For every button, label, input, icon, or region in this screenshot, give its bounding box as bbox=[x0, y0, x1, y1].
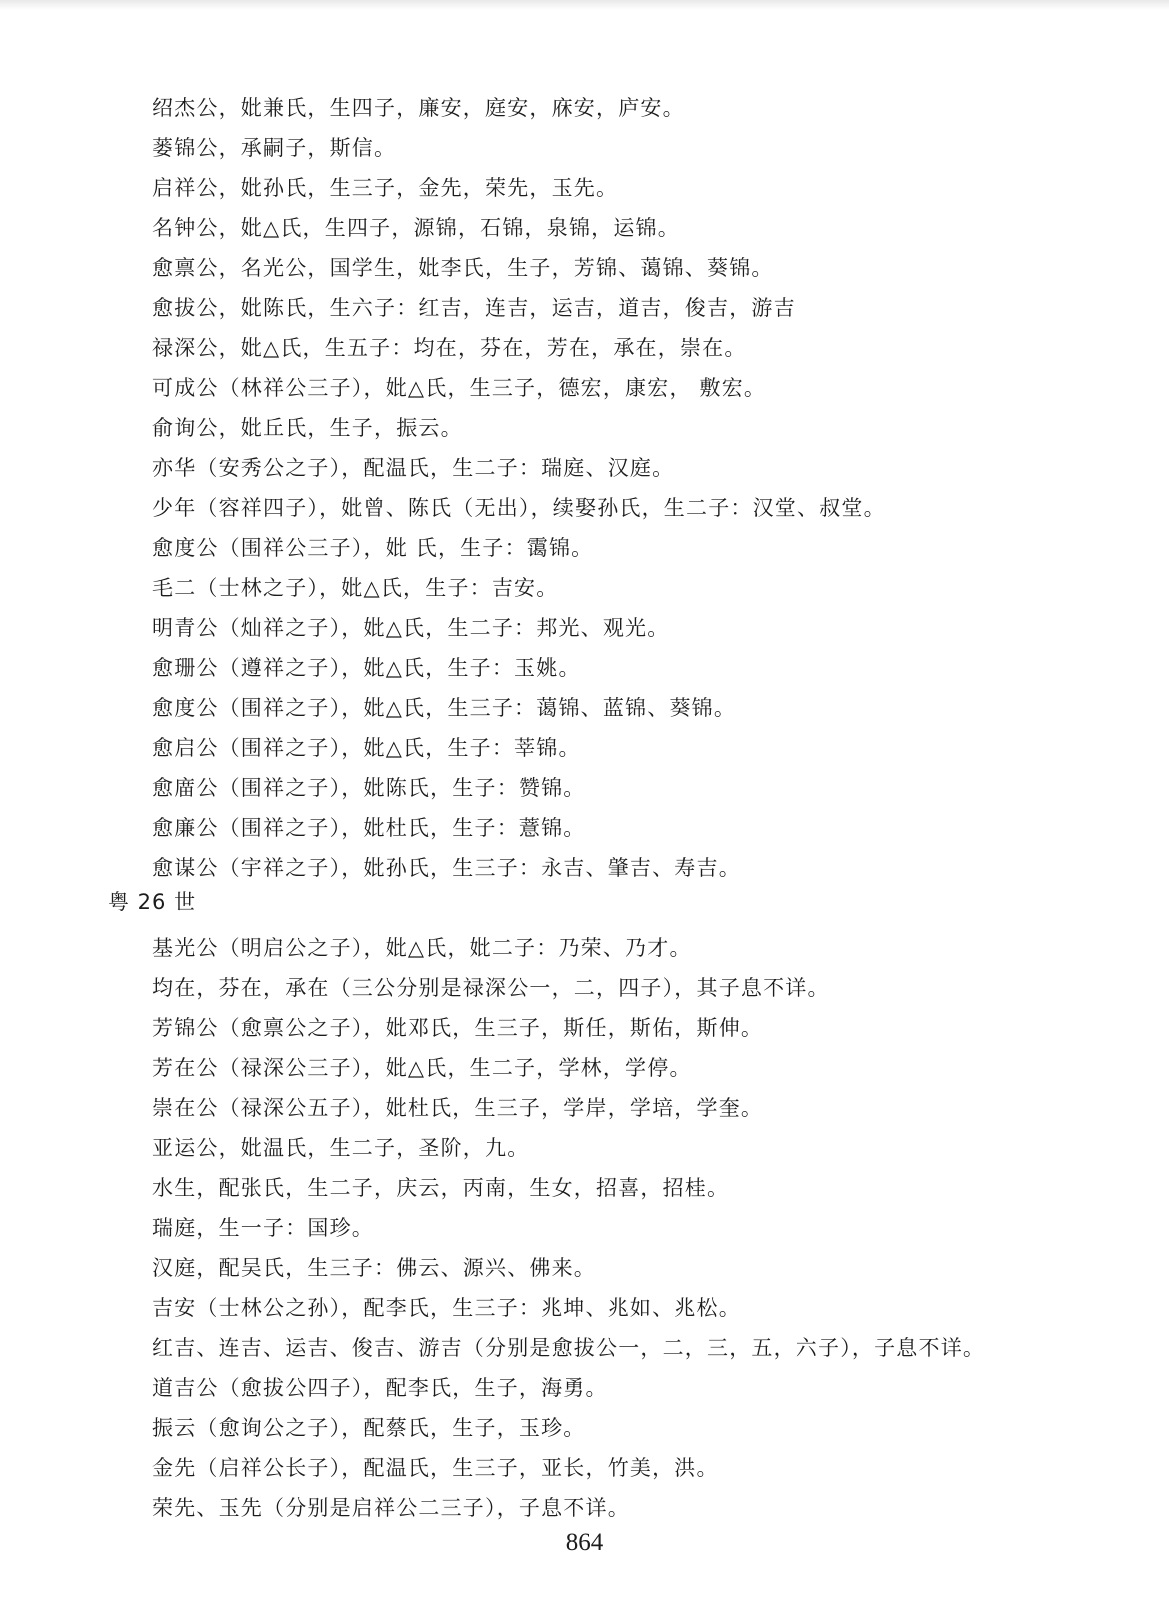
genealogy-entry: 愈廉公（围祥之子），妣杜氏，生子：薏锦。 bbox=[152, 816, 586, 840]
genealogy-entry: 蒌锦公，承嗣子，斯信。 bbox=[152, 136, 397, 160]
genealogy-entry: 瑞庭，生一子：国珍。 bbox=[152, 1216, 374, 1240]
genealogy-entry: 均在，芬在，承在（三公分别是禄深公一，二，四子），其子息不详。 bbox=[152, 976, 830, 1000]
genealogy-entry: 愈启公（围祥之子），妣△氏，生子：莘锦。 bbox=[152, 736, 581, 760]
genealogy-entry: 愈珊公（遵祥之子），妣△氏，生子：玉姚。 bbox=[152, 656, 581, 680]
genealogy-entry: 水生，配张氏，生二子，庆云，丙南，生女，招喜，招桂。 bbox=[152, 1176, 730, 1200]
genealogy-entry: 少年（容祥四子），妣曾、陈氏（无出），续娶孙氏，生二子：汉堂、叔堂。 bbox=[152, 496, 886, 520]
genealogy-entry: 禄深公，妣△氏，生五子：均在，芬在，芳在，承在，崇在。 bbox=[152, 336, 747, 360]
genealogy-entries-26th-generation bbox=[152, 928, 1112, 1528]
genealogy-entry: 启祥公，妣孙氏，生三子，金先，荣先，玉先。 bbox=[152, 176, 619, 200]
genealogy-entry: 愈禀公，名光公，国学生，妣李氏，生子，芳锦、蔼锦、葵锦。 bbox=[152, 256, 774, 280]
genealogy-entry: 亦华（安秀公之子），配温氏，生二子：瑞庭、汉庭。 bbox=[152, 456, 675, 480]
genealogy-entry: 俞询公，妣丘氏，生子，振云。 bbox=[152, 416, 463, 440]
genealogy-entries-25th-generation bbox=[152, 88, 1112, 888]
scan-edge-shadow bbox=[0, 0, 1169, 10]
genealogy-entry: 汉庭，配吴氏，生三子：佛云、源兴、佛来。 bbox=[152, 1256, 596, 1280]
genealogy-entry: 名钟公，妣△氏，生四子，源锦，石锦，泉锦，运锦。 bbox=[152, 216, 680, 240]
genealogy-entry: 吉安（士林公之孙），配李氏，生三子：兆坤、兆如、兆松。 bbox=[152, 1296, 741, 1320]
genealogy-entry: 振云（愈询公之子），配蔡氏，生子，玉珍。 bbox=[152, 1416, 586, 1440]
genealogy-entry: 亚运公，妣温氏，生二子，圣阶，九。 bbox=[152, 1136, 530, 1160]
generation-heading: 粤 26 世 bbox=[108, 890, 197, 914]
genealogy-entry: 芳锦公（愈禀公之子），妣邓氏，生三子，斯任，斯佑，斯伸。 bbox=[152, 1016, 764, 1040]
genealogy-entry: 崇在公（禄深公五子），妣杜氏，生三子，学岸，学培，学奎。 bbox=[152, 1096, 764, 1120]
genealogy-entry: 基光公（明启公之子），妣△氏，妣二子：乃荣、乃才。 bbox=[152, 936, 692, 960]
genealogy-entry: 芳在公（禄深公三子），妣△氏，生二子，学林，学停。 bbox=[152, 1056, 692, 1080]
genealogy-entry: 明青公（灿祥之子），妣△氏，生二子：邦光、观光。 bbox=[152, 616, 670, 640]
genealogy-entry: 毛二（士林之子），妣△氏，生子：吉安。 bbox=[152, 576, 559, 600]
genealogy-entry: 绍杰公，妣兼氏，生四子，廉安，庭安，庥安，庐安。 bbox=[152, 96, 685, 120]
genealogy-entry: 荣先、玉先（分别是启祥公二三子），子息不详。 bbox=[152, 1496, 630, 1520]
genealogy-entry: 愈度公（围祥公三子），妣 氏，生子：霭锦。 bbox=[152, 536, 594, 560]
genealogy-entry: 愈度公（围祥之子），妣△氏，生三子：蔼锦、蓝锦、葵锦。 bbox=[152, 696, 737, 720]
genealogy-entry: 愈庿公（围祥之子），妣陈氏，生子：赞锦。 bbox=[152, 776, 586, 800]
genealogy-entry: 可成公（林祥公三子），妣△氏，生三子，德宏，康宏， 敷宏。 bbox=[152, 376, 767, 400]
genealogy-entry: 愈谋公（宇祥之子），妣孙氏，生三子：永吉、肇吉、寿吉。 bbox=[152, 856, 741, 880]
genealogy-entry: 道吉公（愈拔公四子），配李氏，生子，海勇。 bbox=[152, 1376, 608, 1400]
page-number: 864 bbox=[565, 1529, 604, 1556]
genealogy-entry: 金先（启祥公长子），配温氏，生三子，亚长，竹美，洪。 bbox=[152, 1456, 719, 1480]
genealogy-entry: 愈拔公，妣陈氏，生六子：红吉，连吉，运吉，道吉，俊吉，游吉 bbox=[152, 296, 796, 320]
genealogy-entry: 红吉、连吉、运吉、俊吉、游吉（分别是愈拔公一，二，三，五，六子），子息不详。 bbox=[152, 1336, 986, 1360]
